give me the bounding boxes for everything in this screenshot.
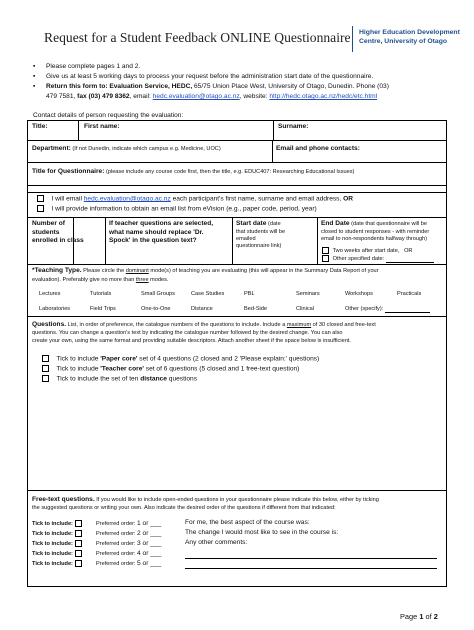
- questions-hint-line-3: create your own, using the same format and providing suitable descriptors. Attach another sheet if the space below is insufficient.: [32, 338, 351, 344]
- bullet-icon: ▪: [33, 63, 36, 70]
- preferred-order-row-2: [96, 530, 161, 538]
- distance-text: Tick to include the set of ten: [56, 375, 141, 383]
- distance-label: distance: [140, 375, 167, 383]
- free-text-2-checkbox[interactable]: [75, 530, 82, 537]
- students-enrolled-field[interactable]: [76, 220, 102, 260]
- department-label: Department:: [32, 145, 71, 152]
- tick-label: Tick to include:: [32, 520, 73, 527]
- end-date-title: End Date: [321, 220, 350, 227]
- return-address-text: 65/75 Union Place West, University of Otago, Dunedin. Phone (03): [192, 83, 389, 90]
- teaching-hint-line-2: [32, 277, 169, 284]
- start-date-field[interactable]: [236, 251, 314, 261]
- phone-text: 479 7581,: [46, 93, 76, 100]
- end-date-hint: (date that questionnaire will be: [349, 221, 428, 227]
- teaching-hint-2: mode(s) of teaching you are evaluating (this will appear in the Summary Data Report of your: [148, 268, 379, 274]
- teacher-core-label: 'Teacher core': [100, 365, 144, 373]
- preferred-order-label: Preferred order:: [96, 541, 136, 547]
- teacher-name-label: [109, 220, 213, 246]
- teaching-mode-other-field[interactable]: [385, 312, 430, 313]
- free-text-hint: If you would like to include open-ended questions in your questionnaire please indicate this below, either by ticking: [94, 497, 379, 503]
- teaching-mode-field-trips[interactable]: Field Trips: [90, 306, 116, 312]
- email-phone-label: Email and phone contacts:: [276, 145, 360, 152]
- other-date-text: Other specified date:: [332, 255, 385, 262]
- or-label: OR: [343, 195, 354, 203]
- surname-label: Surname:: [278, 123, 309, 130]
- teaching-type-heading: [32, 267, 379, 276]
- page-total: 2: [433, 612, 438, 621]
- teaching-hint-dominant: dominant: [125, 268, 149, 274]
- teacher-core-checkbox[interactable]: [42, 365, 49, 372]
- fax-text: fax (03) 479 8362: [75, 93, 130, 100]
- free-text-question-1: For me, the best aspect of the course was:: [185, 519, 310, 526]
- title-label: Title:: [32, 123, 48, 130]
- teaching-mode-tutorials[interactable]: Tutorials: [90, 291, 112, 297]
- start-date-hint: (date: [266, 221, 281, 227]
- teaching-mode-clinical[interactable]: Clinical: [296, 306, 315, 312]
- teaching-hint-three: three: [135, 277, 149, 283]
- email-label: , email:: [129, 93, 153, 100]
- teacher-name-label-3: Spock' in the question text?: [109, 237, 197, 245]
- teaching-mode-other-label: Other (specify):: [345, 306, 384, 312]
- questions-heading: [32, 321, 376, 330]
- request-form: [27, 120, 447, 587]
- questions-hint-2: of 30 closed and free-text: [311, 322, 376, 328]
- teacher-name-field[interactable]: [109, 248, 227, 260]
- start-date-hint-4: questionnaire link): [236, 243, 282, 249]
- other-date-field[interactable]: [386, 262, 434, 263]
- students-label-1: Number of: [32, 220, 65, 227]
- teaching-mode-distance[interactable]: Distance: [191, 306, 213, 312]
- page-number: [400, 612, 438, 621]
- teaching-mode-seminars[interactable]: Seminars: [296, 291, 320, 297]
- students-label-2: students: [32, 228, 60, 236]
- page-of: of: [423, 612, 434, 621]
- teaching-mode-laboratories[interactable]: Laboratories: [39, 306, 71, 312]
- teaching-mode-small-groups[interactable]: Small Groups: [141, 291, 175, 297]
- paper-core-text-2: set of 4 questions (2 closed and 2 'Please explain:' questions): [137, 355, 320, 363]
- surname-field[interactable]: [278, 132, 438, 139]
- free-text-row-3: [32, 540, 84, 548]
- free-text-label: Free-text questions.: [32, 496, 95, 503]
- page-current: 1: [419, 612, 424, 621]
- free-text-question-3: Any other comments:: [185, 539, 248, 546]
- order-value[interactable]: 1 or ___: [137, 520, 162, 527]
- questions-hint-max: maximum: [286, 322, 312, 328]
- hedc-website-link[interactable]: http://hedc.otago.ac.nz/hedc/etc.html: [269, 93, 378, 100]
- email-phone-field[interactable]: [276, 153, 441, 161]
- institution-line-1: Higher Education Development: [359, 29, 460, 36]
- questions-hint: List, in order of preference, the catalogue numbers of the questions to include. Include a: [66, 322, 287, 328]
- paper-core-text: Tick to include: [56, 355, 101, 363]
- other-date-checkbox[interactable]: [322, 255, 329, 262]
- preferred-order-row-3: [96, 540, 161, 548]
- custom-question-line-2[interactable]: [185, 568, 437, 569]
- free-text-5-checkbox[interactable]: [75, 560, 82, 567]
- teaching-type-label: *Teaching Type.: [32, 267, 82, 274]
- students-label-3: enrolled in class: [32, 237, 84, 245]
- distance-text-2: questions: [166, 375, 198, 383]
- email-participants-checkbox[interactable]: [37, 195, 44, 202]
- free-text-4-checkbox[interactable]: [75, 550, 82, 557]
- teacher-core-text: Tick to include: [56, 365, 101, 373]
- order-value[interactable]: 5 or ___: [137, 560, 162, 567]
- first-name-label: First name:: [84, 123, 120, 130]
- end-date-hint-3: email to non-respondents halfway through): [321, 235, 428, 242]
- start-date-title: Start date: [236, 220, 267, 227]
- contact-details-heading: Contact details of person requesting the evaluation:: [33, 112, 184, 119]
- option-text-2: each participant's first name, surname and email address,: [170, 195, 344, 203]
- website-label: , website:: [239, 93, 270, 100]
- tick-label: Tick to include:: [32, 560, 73, 567]
- start-date-hint-3: emailed: [236, 235, 256, 242]
- two-weeks-option: [322, 247, 412, 255]
- teaching-mode-other: [345, 306, 430, 313]
- bullet-icon: ▪: [33, 83, 36, 90]
- evision-text: I will provide information to obtain an email list from eVision (e.g., paper code, period, year): [51, 205, 317, 213]
- questionnaire-title-row: [32, 168, 354, 177]
- free-text-row-2: [32, 530, 84, 538]
- header-divider: [352, 26, 353, 52]
- questions-list-area[interactable]: [32, 389, 440, 485]
- tick-label: Tick to include:: [32, 540, 73, 547]
- end-date-label: [321, 220, 429, 243]
- paper-core-label: 'Paper core': [100, 355, 138, 363]
- preferred-order-label: Preferred order:: [96, 521, 136, 527]
- questionnaire-title-field[interactable]: [32, 177, 442, 184]
- contact-line: [46, 92, 377, 101]
- title-field[interactable]: [36, 132, 74, 139]
- teacher-name-label-1: If teacher questions are selected,: [109, 220, 214, 227]
- free-text-hint-line-2: the suggested questions or writing your own. Also indicate the desired order of the questions if different from that indicated:: [32, 505, 336, 511]
- teaching-mode-practicals[interactable]: Practicals: [397, 291, 422, 297]
- preferred-order-row-4: [96, 550, 161, 558]
- hedc-email-link[interactable]: hedc.evaluation@otago.ac.nz: [152, 93, 240, 100]
- teacher-core-option: [42, 365, 299, 374]
- evision-option: [37, 205, 317, 214]
- paper-core-option: [42, 355, 319, 364]
- teaching-mode-workshops[interactable]: Workshops: [345, 291, 373, 297]
- two-weeks-checkbox[interactable]: [322, 247, 329, 254]
- free-text-3-checkbox[interactable]: [75, 540, 82, 547]
- custom-question-line-1[interactable]: [185, 558, 437, 559]
- order-value[interactable]: 4 or ___: [137, 550, 162, 557]
- bullet-icon: ▪: [33, 73, 36, 80]
- preferred-order-label: Preferred order:: [96, 551, 136, 557]
- teaching-hint-4: modes.: [148, 277, 169, 283]
- start-date-hint-2: that students will be: [236, 228, 286, 235]
- free-text-row-4: [32, 550, 84, 558]
- page-label: Page: [400, 612, 420, 621]
- questions-label: Questions.: [32, 321, 67, 328]
- distance-option: [42, 375, 197, 384]
- free-text-row-1: [32, 520, 84, 528]
- teaching-mode-lectures[interactable]: Lectures: [39, 291, 61, 297]
- department-hint: (If not Dunedin, indicate which campus e.g. Medicine, UOC): [70, 146, 221, 152]
- free-text-1-checkbox[interactable]: [75, 520, 82, 527]
- preferred-order-label: Preferred order:: [96, 531, 136, 537]
- paper-core-checkbox[interactable]: [42, 355, 49, 362]
- email-list-option: [37, 195, 353, 204]
- first-name-field[interactable]: [84, 132, 269, 139]
- preferred-order-label: Preferred order:: [96, 561, 136, 567]
- questions-hint-line-2: questions. You can change a question's text by indicating the catalogue number followed by the desired change. You can also: [32, 330, 343, 336]
- teaching-hint: Please circle the: [81, 268, 126, 274]
- teaching-mode-case-studies[interactable]: Case Studies: [191, 291, 225, 297]
- teacher-name-label-2: what name should replace 'Dr.: [109, 228, 204, 236]
- order-value[interactable]: 3 or ___: [137, 540, 162, 547]
- page-title: Request for a Student Feedback ONLINE Questionnaire: [44, 30, 351, 45]
- questionnaire-title-label: Title for Questionnaire:: [32, 168, 105, 175]
- free-text-question-2: The change I would most like to see in the course is:: [185, 529, 339, 536]
- order-value[interactable]: 2 or ___: [137, 530, 162, 537]
- preferred-order-row-5: [96, 560, 161, 568]
- option-text: I will email: [51, 195, 84, 203]
- instruction-text: Give us at least 5 working days to process your request before the administration start date of the questionnaire.: [46, 73, 374, 80]
- institution-line-2: Centre, University of Otago: [359, 38, 447, 45]
- instruction-text: Please complete pages 1 and 2.: [46, 63, 141, 70]
- free-text-heading: [32, 496, 379, 505]
- free-text-row-5: [32, 560, 84, 568]
- preferred-order-row-1: [96, 520, 161, 528]
- tick-label: Tick to include:: [32, 550, 73, 557]
- evision-checkbox[interactable]: [37, 205, 44, 212]
- or-label-2: OR: [404, 247, 413, 254]
- distance-checkbox[interactable]: [42, 375, 49, 382]
- teaching-hint-3: evaluation). Preferably give no more than: [32, 277, 136, 283]
- teaching-mode-one-to-one[interactable]: One-to-One: [141, 306, 171, 312]
- other-date-option: [322, 255, 434, 263]
- end-date-hint-2: closed to student responses - with reminder: [321, 228, 430, 235]
- teaching-mode-pbl[interactable]: PBL: [244, 291, 255, 297]
- two-weeks-text: Two weeks after start date,: [332, 247, 400, 254]
- start-date-label: [236, 220, 285, 250]
- hedc-email-link-2[interactable]: hedc.evaluation@otago.ac.nz: [83, 195, 171, 203]
- tick-label: Tick to include:: [32, 530, 73, 537]
- questionnaire-title-hint: (please include any course code first, then the title, e.g. EDUC407: Researching Educational Issues): [104, 169, 355, 175]
- institution-name: [359, 28, 460, 46]
- teacher-core-text-2: set of 6 questions (5 closed and 1 free-text question): [143, 365, 300, 373]
- department-field[interactable]: [32, 153, 268, 161]
- teaching-mode-bed-side[interactable]: Bed-Side: [244, 306, 268, 312]
- return-address: [46, 82, 389, 91]
- return-label: Return this form to: Evaluation Service, HEDC,: [46, 83, 193, 90]
